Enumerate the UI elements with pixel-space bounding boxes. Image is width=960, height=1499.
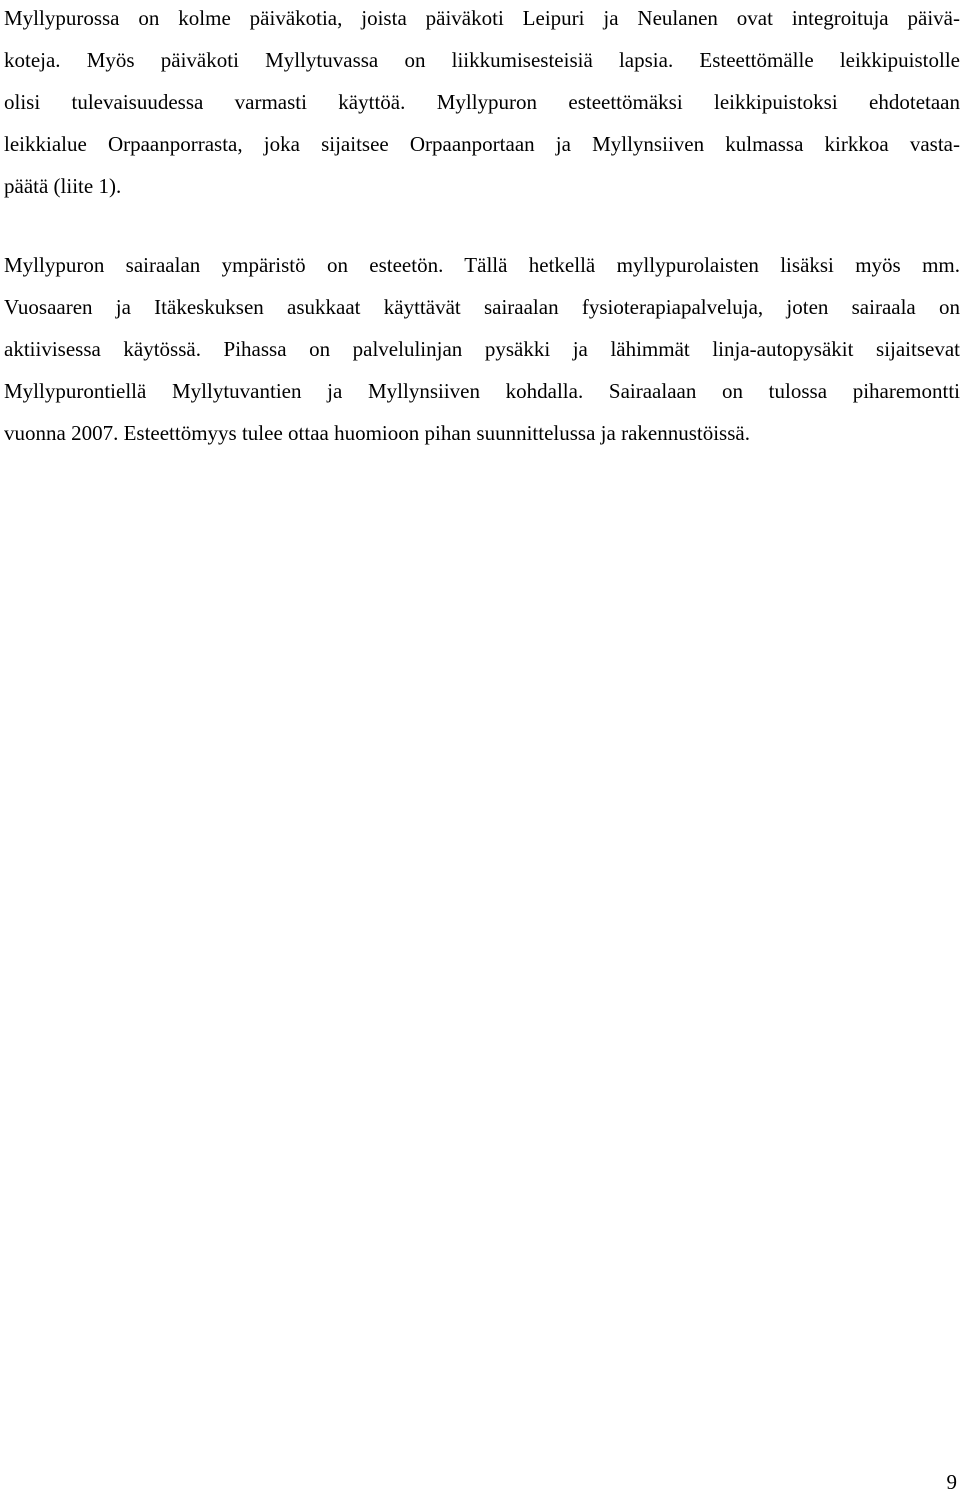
paragraph-line: päätä (liite 1).: [4, 174, 122, 198]
paragraph-line: Vuosaaren ja Itäkeskuksen asukkaat käyttävät sairaalan fysioterapiapalveluja, joten sairaala on: [4, 295, 960, 319]
paragraph-hospital: [4, 244, 960, 454]
page-number: 9: [946, 1470, 957, 1494]
paragraph-line: koteja. Myös päiväkoti Myllytuvassa on liikkumisesteisiä lapsia. Esteettömälle leikkipuistolle: [4, 48, 960, 72]
paragraph-line: vuonna 2007. Esteettömyys tulee ottaa huomioon pihan suunnittelussa ja rakennustöissä.: [4, 421, 750, 445]
paragraph-playgrounds: [4, 0, 960, 207]
paragraph-line: aktiivisessa käytössä. Pihassa on palvelulinjan pysäkki ja lähimmät linja-autopysäkit sijaitsevat: [4, 337, 960, 361]
paragraph-line: Myllypurontiellä Myllytuvantien ja Myllynsiiven kohdalla. Sairaalaan on tulossa piharemontti: [4, 379, 960, 403]
paragraph-line: leikkialue Orpaanporrasta, joka sijaitsee Orpaanportaan ja Myllynsiiven kulmassa kirkkoa vasta-: [4, 132, 960, 156]
paragraph-line: olisi tulevaisuudessa varmasti käyttöä. Myllypuron esteettömäksi leikkipuistoksi ehdotetaan: [4, 90, 960, 114]
paragraph-line: Myllypuron sairaalan ympäristö on esteetön. Tällä hetkellä myllypurolaisten lisäksi myös mm.: [4, 253, 960, 277]
paragraph-line: Myllypurossa on kolme päiväkotia, joista päiväkoti Leipuri ja Neulanen ovat integroituja päivä-: [4, 6, 960, 30]
